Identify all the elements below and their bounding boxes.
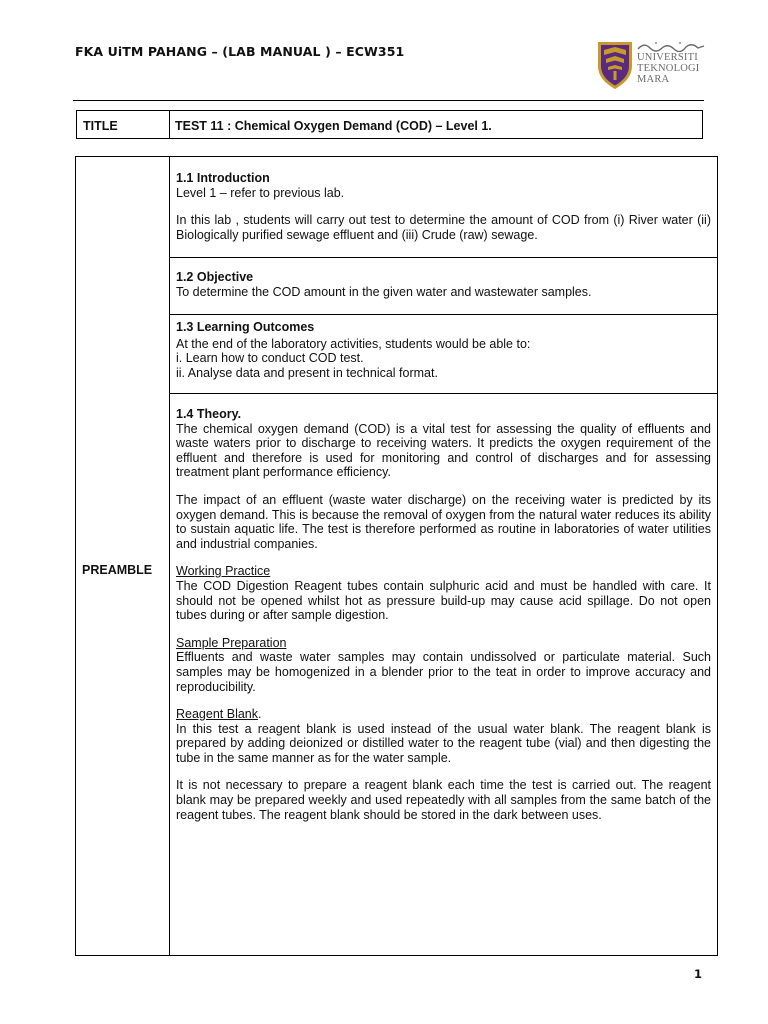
logo-line: MARA <box>637 74 670 85</box>
theory-paragraph: The impact of an effluent (waste water discharge) on the receiving water is predicted by its oxygen demand. This is because the removal of oxygen from the natural water reduces its ability to sustain aquatic life. The test is therefore performed as routine in laboratories of water utilities and industrial companies. <box>176 492 711 551</box>
introduction-section <box>176 171 711 242</box>
logo-line: TEKNOLOGI <box>637 63 700 74</box>
sample-preparation-text: Effluents and waste water samples may contain undissolved or particulate material. Such samples may be homogenized in a blender prior to the teat in order to improve accuracy and reproducibility. <box>176 650 711 694</box>
row-divider <box>169 393 718 394</box>
learning-outcome-item: i. Learn how to conduct COD test. <box>176 351 364 366</box>
title-value: TEST 11 : Chemical Oxygen Demand (COD) – Level 1. <box>175 119 492 133</box>
uitm-shield-icon <box>596 38 634 90</box>
objective-section <box>176 270 711 299</box>
uitm-logo <box>596 38 708 92</box>
sample-preparation-heading: Sample Preparation <box>176 635 287 650</box>
learning-outcomes-section <box>176 320 711 380</box>
introduction-line: Level 1 – refer to previous lab. <box>176 185 345 200</box>
theory-paragraph: The chemical oxygen demand (COD) is a vital test for assessing the quality of effluents and waste waters prior to discharge to receiving waters. It predicts the oxygen requirement of the effluent and therefore is used for monitoring and control of discharges and for assessing treatment plant performance efficiency. <box>176 421 711 480</box>
theory-heading: 1.4 Theory. <box>176 407 242 421</box>
learning-outcome-item: ii. Analyse data and present in technical format. <box>176 365 438 380</box>
logo-wordmark <box>637 52 699 85</box>
title-table <box>76 110 703 139</box>
title-cell-divider <box>169 111 170 138</box>
learning-outcomes-intro: At the end of the laboratory activities, students would be able to: <box>176 336 531 351</box>
page-number: 1 <box>694 967 703 981</box>
reagent-blank-note: It is not necessary to prepare a reagent blank each time the test is carried out. The reagent blank may be prepared weekly and used repeatedly with all samples from the same batch of the reagent tubes. The reagent blank should be stored in the dark between uses. <box>176 778 711 822</box>
reagent-blank-heading: Reagent Blank <box>176 707 259 722</box>
preamble-label: PREAMBLE <box>82 563 153 577</box>
header-divider <box>73 100 704 101</box>
introduction-paragraph: In this lab , students will carry out test to determine the amount of COD from (i) River water (ii) Biologically purified sewage effluent and (iii) Crude (raw) sewage. <box>176 213 711 242</box>
jawi-script-icon <box>636 40 706 52</box>
preamble-table <box>75 156 718 956</box>
theory-section: 1.4 Theory. The chemical oxygen demand (COD) is a vital test for assessing the quality of effluents and waste waters prior to discharge to receiving waters. It predicts the oxygen requirement of the effluent and therefore is used for monitoring and control of discharges and for assessing treatment plant performance efficiency. The impact of an effluent (waste water discharge) on the receiving water is predicted by its oxygen demand. This is because the removal of oxygen from the natural water reduces its ability to sustain aquatic life. The test is therefore performed as routine in laboratories of water utilities and industrial companies. Working Practice The COD Digestion Reagent tubes contain sulphuric acid and must be handled with care. It should not be opened whilst hot as pressure build-up may cause acid spillage. Do not open tubes during or after sample digestion. Sample Preparation Effluents and waste water samples may contain undissolved or particulate material. Such samples may be homogenized in a blender prior to the teat in order to improve accuracy and reproducibility. Reagent Blank. In this test a reagent blank is used instead of the usual water blank. The reagent blank is prepared by adding deionized or distilled water to the reagent tube (vial) and then digesting the tube in the same manner as for the water sample. It is not necessary to prepare a reagent blank each time the test is carried out. The reagent blank may be prepared weekly and used repeatedly with all samples from the same batch of the reagent tubes. The reagent blank should be stored in the dark between uses. <box>176 407 711 822</box>
introduction-heading: 1.1 Introduction <box>176 171 270 185</box>
row-divider <box>169 314 718 315</box>
row-divider <box>169 257 718 258</box>
reagent-blank-text: In this test a reagent blank is used instead of the usual water blank. The reagent blank is prepared by adding deionized or distilled water to the reagent tube (vial) and then digesting the tube in the same manner as for the water sample. <box>176 721 711 765</box>
preamble-cell-divider <box>169 157 170 955</box>
document-header-title: FKA UiTM PAHANG – (LAB MANUAL ) – ECW351 <box>75 44 405 59</box>
objective-text: To determine the COD amount in the given water and wastewater samples. <box>176 284 592 299</box>
objective-heading: 1.2 Objective <box>176 270 254 284</box>
working-practice-text: The COD Digestion Reagent tubes contain sulphuric acid and must be handled with care. It should not be opened whilst hot as pressure build-up may cause acid spillage. Do not open tubes during or after sample digestion. <box>176 578 711 623</box>
logo-line: UNIVERSITI <box>637 52 698 63</box>
working-practice-heading: Working Practice <box>176 564 271 579</box>
title-label: TITLE <box>83 119 118 133</box>
learning-outcomes-heading: 1.3 Learning Outcomes <box>176 320 315 334</box>
